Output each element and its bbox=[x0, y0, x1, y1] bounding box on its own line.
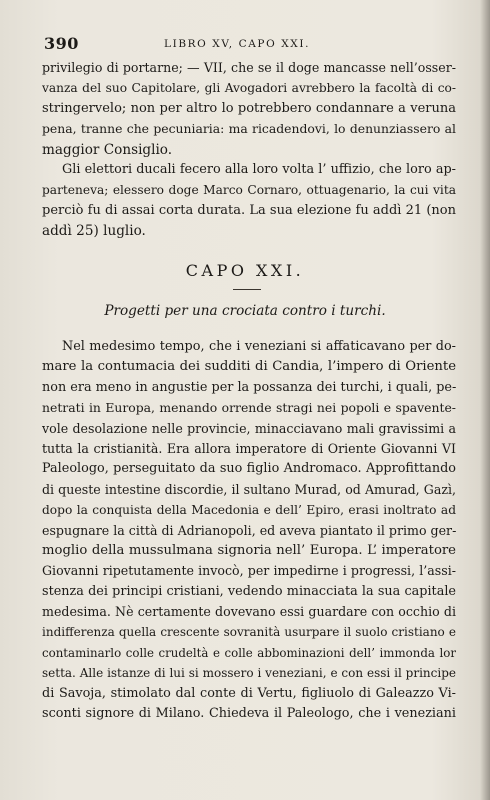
text-line: Paleologo, perseguitato da suo figlio Andromaco. Approfittando bbox=[42, 461, 456, 477]
text-line: addì 25) luglio. bbox=[42, 223, 146, 240]
text-line: setta. Alle istanze di lui si mossero i veneziani, e con essi il principe bbox=[42, 666, 456, 681]
title-rule bbox=[233, 289, 261, 290]
running-head: LIBRO XV, CAPO XXI. bbox=[164, 38, 311, 50]
chapter-title: CAPO XXI. bbox=[185, 261, 305, 280]
text-line: stringervelo; non per altro lo potrebbero condannare a veruna bbox=[42, 100, 456, 116]
text-line: Nel medesimo tempo, che i veneziani si affaticavano per do- bbox=[62, 339, 456, 354]
text-line: maggior Consiglio. bbox=[42, 141, 173, 158]
text-line: perciò fu di assai corta durata. La sua elezione fu addì 21 (non bbox=[42, 202, 456, 218]
text-line: medesima. Nè certamente dovevano essi guardare con occhio di bbox=[42, 604, 456, 620]
text-line: non era meno in angustie per la possanza dei turchi, i quali, pe- bbox=[42, 379, 456, 395]
chapter-subtitle: Progetti per una crociata contro i turchi. bbox=[104, 303, 386, 319]
text-line: privilegio di portarne; — VII, che se il doge mancasse nell’osser- bbox=[42, 60, 456, 75]
text-line: sconti signore di Milano. Chiedeva il Paleologo, che i veneziani bbox=[42, 706, 456, 722]
text-line: moglio della mussulmana signoria nell’ Europa. L’ imperatore bbox=[42, 542, 456, 558]
text-line: parteneva; elessero doge Marco Cornaro, ottuagenario, la cui vita bbox=[42, 183, 456, 198]
text-line: Gli elettori ducali fecero alla loro volta l’ uffizio, che loro ap- bbox=[62, 162, 456, 177]
text-line: contaminarlo colle crudeltà e colle abbominazioni dell’ immonda lor bbox=[42, 645, 456, 660]
page-edge-shadow bbox=[480, 0, 490, 800]
text-line: di queste intestine discordie, il sultano Murad, od Amurad, Gazì, bbox=[42, 481, 456, 497]
second-paragraph bbox=[42, 160, 456, 242]
top-paragraph bbox=[42, 58, 456, 160]
text-line: netrati in Europa, menando orrende stragi nei popoli e spavente- bbox=[42, 400, 456, 416]
page-number: 390 bbox=[44, 34, 79, 53]
text-line: espugnare la città di Adrianopoli, ed aveva piantato il primo ger- bbox=[42, 522, 456, 538]
text-line: vole desolazione nelle provincie, minacciavano mali gravissimi a bbox=[42, 420, 456, 436]
text-line: tutta la cristianità. Era allora imperatore di Oriente Giovanni VI bbox=[42, 440, 456, 456]
text-line: dopo la conquista della Macedonia e dell’ Epiro, erasi inoltrato ad bbox=[42, 503, 456, 518]
page-header bbox=[44, 34, 454, 54]
chapter-body bbox=[42, 337, 456, 724]
text-line: Giovanni ripetutamente invocò, per impedirne i progressi, l’assi- bbox=[42, 563, 456, 579]
text-line: pena, tranne che pecuniaria: ma ricadendovi, lo denunziassero al bbox=[42, 121, 456, 137]
text-line: vanza del suo Capitolare, gli Avogadori avrebbero la facoltà di co- bbox=[42, 81, 456, 96]
text-line: indifferenza quella crescente sovranità usurpare il suolo cristiano e bbox=[42, 625, 456, 640]
text-line: mare la contumacia dei sudditi di Candia, l’impero di Oriente bbox=[42, 359, 456, 375]
text-line: di Savoja, stimolato dal conte di Vertu, figliuolo di Galeazzo Vi- bbox=[42, 685, 456, 701]
text-line: stenza dei principi cristiani, vedendo minacciata la sua capitale bbox=[42, 583, 456, 599]
